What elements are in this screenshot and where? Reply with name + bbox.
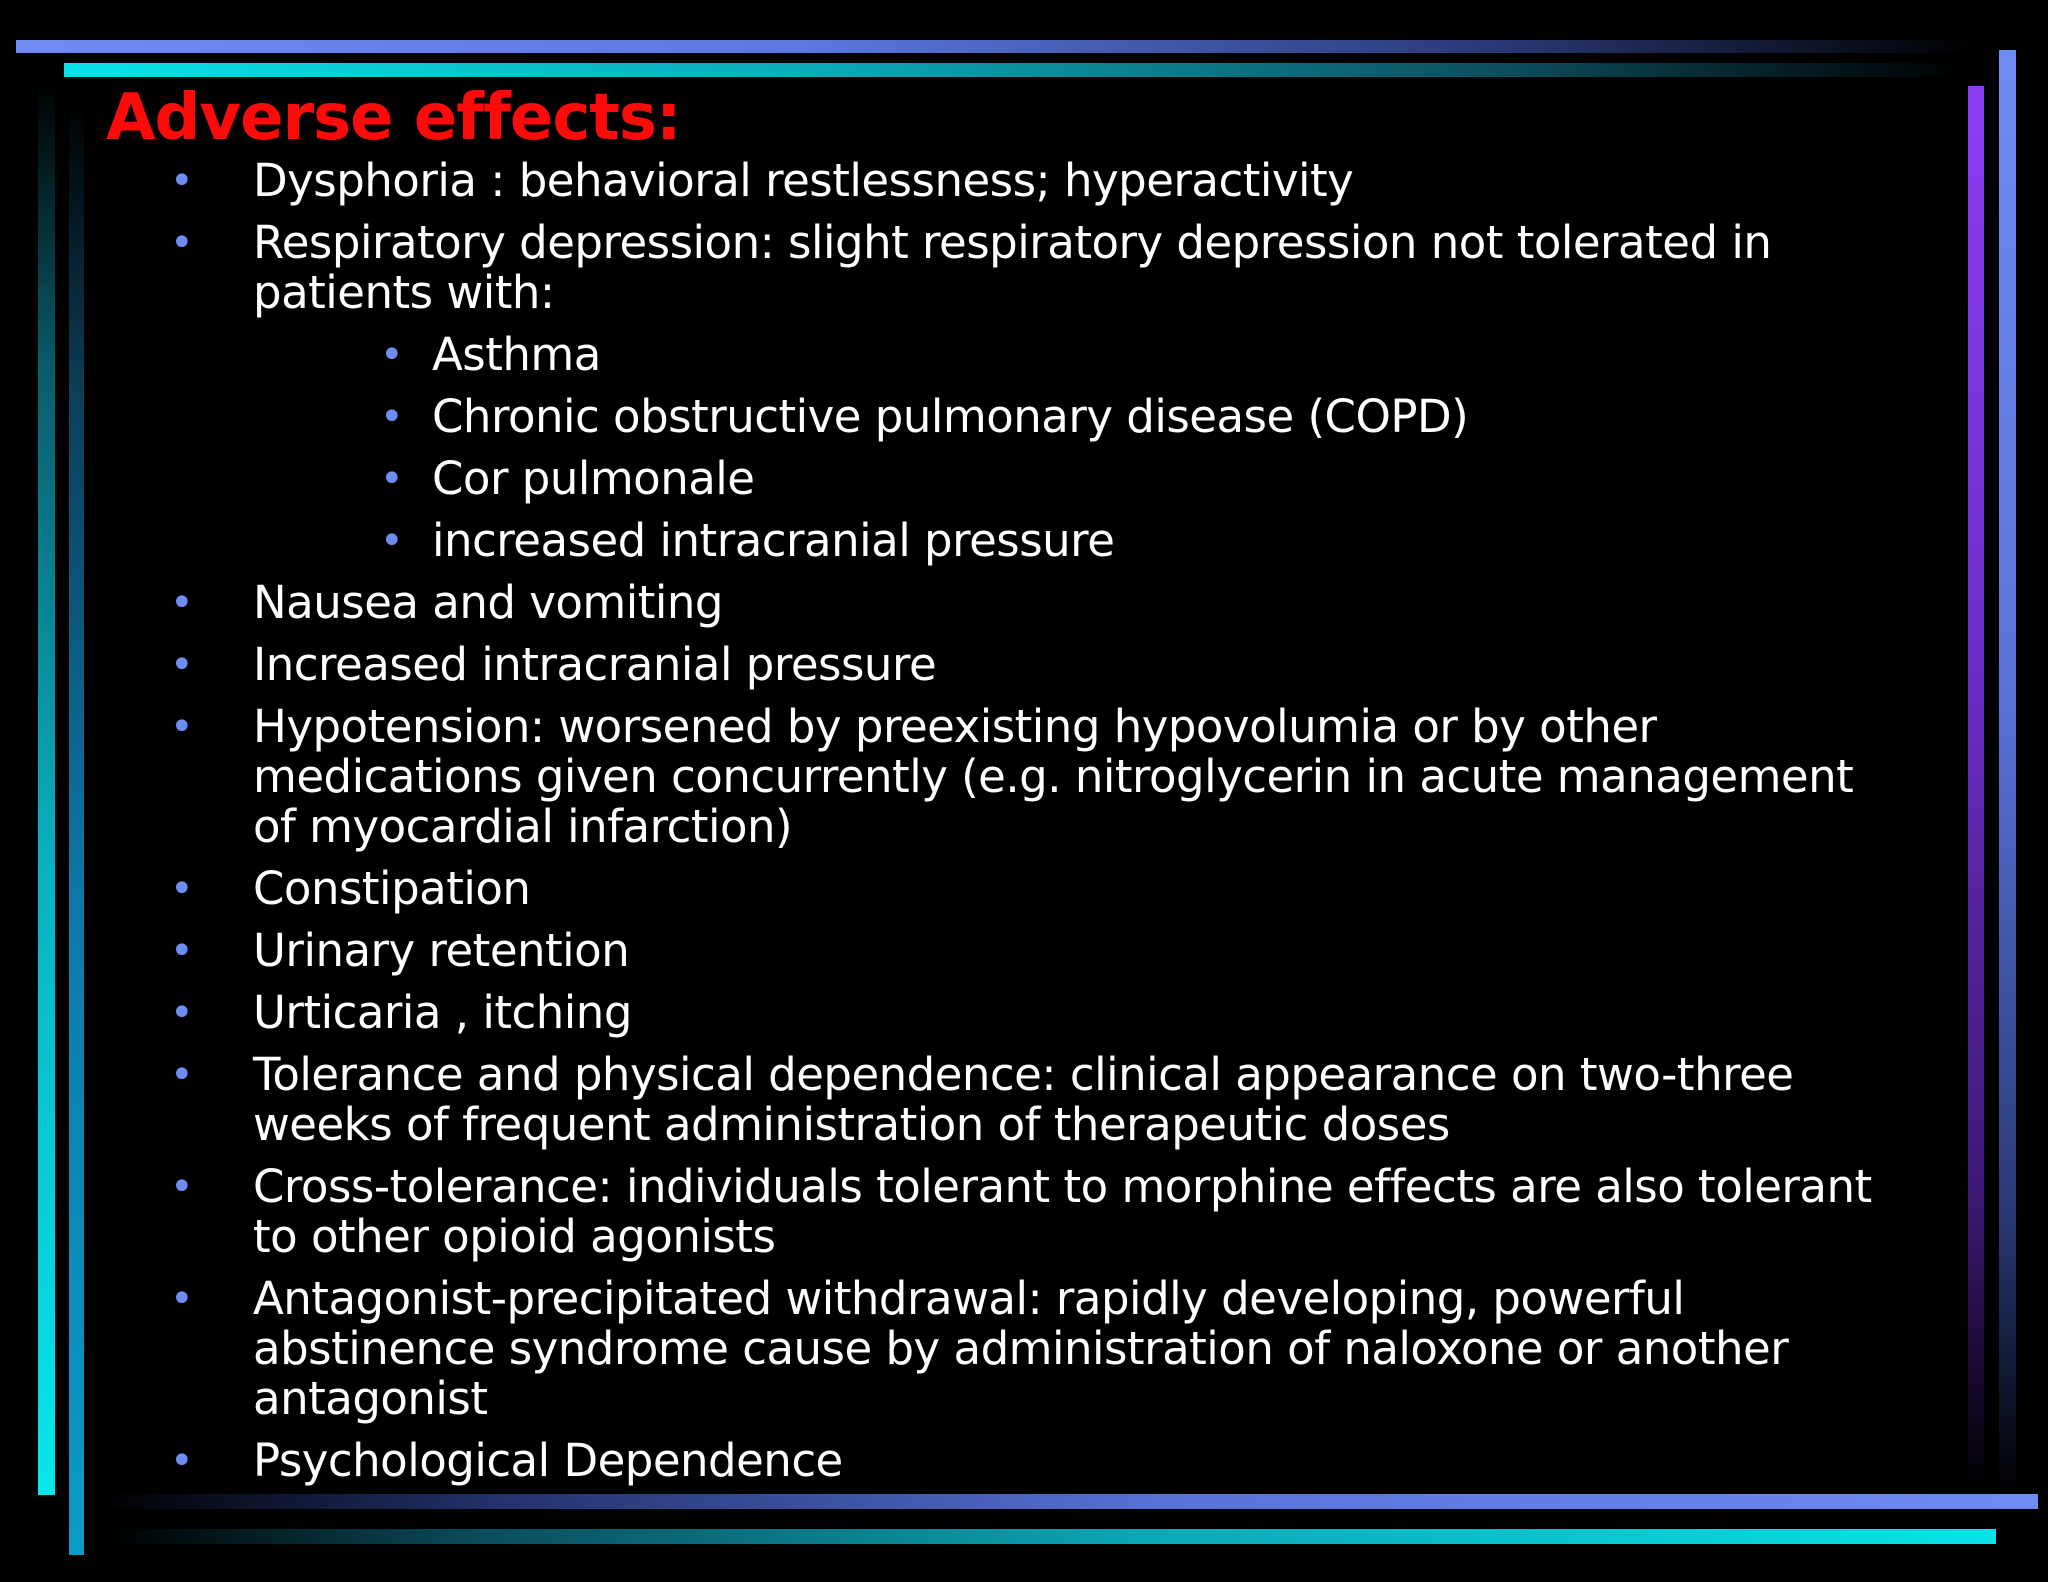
list-item	[170, 578, 1890, 628]
bullet-icon: •	[170, 866, 194, 912]
list-item-text: Psychological Dependence	[253, 1434, 843, 1487]
sub-list-item	[380, 454, 1890, 504]
list-item-text: Cross-tolerance: individuals tolerant to morphine effects are also tolerant to other opioid agonists	[253, 1160, 1872, 1263]
list-item-text: Antagonist-precipitated withdrawal: rapidly developing, powerful abstinence syndrome cause by administration of naloxone or another antagonist	[253, 1272, 1789, 1425]
frame-bar-right-outer	[1999, 50, 2016, 1495]
list-item	[170, 864, 1890, 914]
list-item-text: Increased intracranial pressure	[253, 638, 937, 691]
frame-bar-top-outer	[16, 40, 1976, 53]
bullet-icon: •	[380, 332, 404, 378]
list-item	[170, 1162, 1890, 1262]
sub-list-item	[380, 392, 1890, 442]
bullet-icon: •	[170, 1052, 194, 1098]
list-item	[170, 218, 1890, 566]
list-item-text: Urticaria , itching	[253, 986, 632, 1039]
frame-bar-left-inner	[69, 100, 84, 1555]
list-item	[170, 156, 1890, 206]
sub-list	[253, 330, 1890, 566]
bullet-icon: •	[170, 990, 194, 1036]
bullet-icon: •	[380, 518, 404, 564]
list-item	[170, 1274, 1890, 1424]
sub-list-item-text: Asthma	[432, 328, 601, 381]
bullet-icon: •	[170, 1438, 194, 1484]
list-item-text: Tolerance and physical dependence: clinical appearance on two-three weeks of frequent administration of therapeutic doses	[253, 1048, 1794, 1151]
bullet-list	[170, 156, 1890, 1498]
frame-bar-right-inner	[1968, 86, 1984, 1491]
sub-list-item	[380, 516, 1890, 566]
sub-list-item-text: Chronic obstructive pulmonary disease (COPD)	[432, 390, 1469, 443]
list-item-text: Urinary retention	[253, 924, 630, 977]
frame-bar-bottom-inner	[110, 1529, 1996, 1544]
frame-bar-left-outer	[38, 80, 55, 1495]
bullet-icon: •	[170, 580, 194, 626]
list-item	[170, 1436, 1890, 1486]
bullet-icon: •	[170, 1164, 194, 1210]
list-item	[170, 1050, 1890, 1150]
bullet-icon: •	[170, 220, 194, 266]
frame-bar-top-inner	[64, 63, 1964, 77]
list-item	[170, 926, 1890, 976]
list-item-text: Hypotension: worsened by preexisting hypovolumia or by other medications given concurrently (e.g. nitroglycerin in acute management of myocardial infarction)	[253, 700, 1854, 853]
list-item	[170, 702, 1890, 852]
sub-list-item-text: Cor pulmonale	[432, 452, 755, 505]
bullet-icon: •	[380, 456, 404, 502]
list-item-text: Dysphoria : behavioral restlessness; hyperactivity	[253, 154, 1354, 207]
list-item	[170, 640, 1890, 690]
bullet-icon: •	[170, 928, 194, 974]
bullet-icon: •	[170, 704, 194, 750]
slide-title: Adverse effects:	[106, 81, 681, 155]
bullet-icon: •	[170, 158, 194, 204]
bullet-icon: •	[170, 1276, 194, 1322]
list-item	[170, 988, 1890, 1038]
list-item-text: Constipation	[253, 862, 531, 915]
list-item-text: Nausea and vomiting	[253, 576, 723, 629]
sub-list-item	[380, 330, 1890, 380]
sub-list-item-text: increased intracranial pressure	[432, 514, 1115, 567]
list-item-text: Respiratory depression: slight respiratory depression not tolerated in patients with:	[253, 216, 1772, 319]
bullet-icon: •	[380, 394, 404, 440]
bullet-icon: •	[170, 642, 194, 688]
